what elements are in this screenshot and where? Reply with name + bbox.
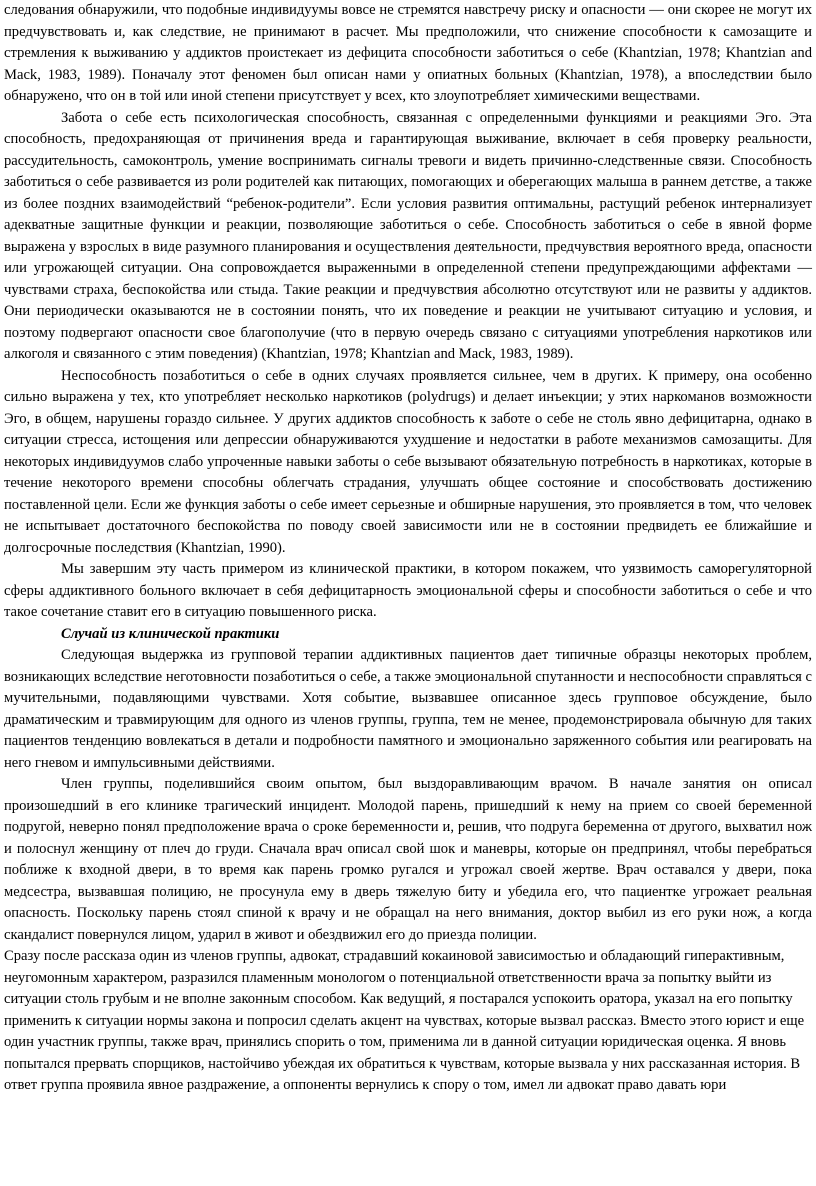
paragraph-group-therapy: Следующая выдержка из групповой терапии аддиктивных пациентов дает типичные образцы некоторых проблем, возникающих вследствие неготовности позаботиться о себе, а также эмоциональной спутанности и неспособности справляться с мучительными, подавляющими чувствами. Хотя событие, вызвавшее описанное здесь групповое обсуждение, было драматическим и травмирующим для одного из членов группы, группа, тем не менее, продемонстрировала обычную для таких пациентов тенденцию вовлекаться в детали и подробности памятного и эмоционально заряженного события или реагировать на него гневом и импульсивными действиями. <box>4 647 812 771</box>
paragraph-self-care-deficit: Неспособность позаботиться о себе в одних случаях проявляется сильнее, чем в других. К примеру, она особенно сильно выражена у тех, кто употребляет несколько наркотиков (polydrugs) и делает инъекции; у этих наркоманов возможности Эго, в общем, нарушены гораздо сильнее. У других аддиктов способность к заботе о себе не столь явно дефицитарна, однако в ситуации стресса, истощения или депрессии обнаруживаются ухудшение и недостатки в работе механизмов самозащиты. Для некоторых индивидуумов слабо упроченные навыки заботы о себе вызывают обязательную потребность в наркотиках, которые в течение некоторого времени способны облегчать страдания, улучшать общее состояние и способствовать достижению поставленной цели. Если же функция заботы о себе имеет серьезные и обширные нарушения, это проявляется в том, что человек не испытывает достаточного беспокойства по поводу своей зависимости или не в состоянии предвидеть ее ближайшие и долгосрочные последствия (Khantzian, 1990). <box>4 367 812 556</box>
paragraph-incident: Член группы, поделившийся своим опытом, был выздоравливающим врачом. В начале занятия он описал произошедший в его клинике трагический инцидент. Молодой парень, пришедший к нему на прием со своей беременной подругой, неверно понял предположение врача о сроке беременности и, решив, что подруга беременна от другого, выхватил нож и полоснул женщину от плеч до груди. Сначала врач описал свой шок и маневры, которые он предпринял, чтобы перебраться поближе к входной двери, в то время как парень громко ругался и угрожал своей жертве. Врач оставался у двери, пока медсестра, вызвавшая полицию, не просунула ему в дверь тяжелую биту и убедила его, что пациентке угрожает реальная опасность. Поскольку парень стоял спиной к врачу и не обращал на него внимания, доктор выбил из его руки нож, а когда скандалист повернулся лицом, ударил в живот и обездвижил его до приезда полиции. <box>4 776 812 943</box>
paragraph-clinical-intro: Мы завершим эту часть примером из клинической практики, в котором покажем, что уязвимость саморегуляторной сферы аддиктивного больного включает в себя дефицитарность эмоциональной сферы и способности заботиться о себе и что такое сочетание ставит его в ситуацию повышенного риска. <box>4 561 812 620</box>
paragraph-continuation: следования обнаружили, что подобные индивидуумы вовсе не стремятся навстречу риску и опасности — они скорее не могут их предчувствовать и, как следствие, не принимают в расчет. Мы предположили, что снижение способности к самозащите и стремления к выживанию у аддиктов проистекает из дефицита способности заботиться о себе (Khantzian, 1978; Khantzian and Mack, 1983, 1989). Поначалу этот феномен был описан нами у опиатных больных (Khantzian, 1978), а впоследствии было обнаружено, что он в той или иной степени присутствует у всех, кто злоупотребляет химическими веществами. <box>4 2 812 104</box>
section-heading: Случай из клинической практики <box>61 625 280 642</box>
paragraph-self-care-definition: Забота о себе есть психологическая способность, связанная с определенными функциями и реакциями Эго. Эта способность, предохраняющая от причинения вреда и гарантирующая выживание, включает в себя проверку реальности, рассудительность, самоконтроль, умение воспринимать сигналы тревоги и видеть причинно-следственные связи. Способность заботиться о себе развивается из роли родителей как питающих, помогающих и оберегающих малыша в раннем детстве, а также из более поздних взаимодействий “ребенок-родители”. Если условия развития оптимальны, растущий ребенок интернализует адекватные защитные функции и реакции, позволяющие заботиться о себе. Способность заботиться о себе в явной форме выражена у взрослых в виде разумного планирования и осуществления деятельности, предчувствия вероятного вреда, опасности или угрожающей ситуации. Она сопровождается выраженными в определенной степени предупреждающими аффектами — чувствами страха, беспокойства или стыда. Такие реакции и предчувствия абсолютно отсутствуют или не развиты у аддиктов. Они периодически оказываются не в состоянии понять, что их поведение и реакции не учитывают ситуацию и условия, и поэтому подвергают опасности свое благополучие (что в первую очередь связано с ситуациями употребления наркотиков или алкоголя и связанного с этим поведения) (Khantzian, 1978; Khantzian and Mack, 1983, 1989). <box>4 109 812 362</box>
paragraph-group-reaction: Сразу после рассказа один из членов группы, адвокат, страдавший кокаиновой зависимостью и обладающий гиперактивным, неугомонным характером, разразился пламенным монологом о потенциальной ответственности врача за попытку выйти из ситуации столь грубым и не вполне законным способом. Как ведущий, я постарался успокоить оратора, указал на его попытку применить к ситуации нормы закона и попросил сделать акцент на чувствах, которые вызвал рассказ. Вместо этого юрист и еще один участник группы, также врач, принялись спорить о том, применима ли в данной ситуации юридическая оценка. Я вновь попытался прервать спорщиков, настойчиво убеждая их обратиться к чувствам, которые вызвала у них рассказанная история. В ответ группа проявила явное раздражение, а оппоненты вернулись к спору о том, имел ли адвокат право давать юри <box>4 948 805 1093</box>
